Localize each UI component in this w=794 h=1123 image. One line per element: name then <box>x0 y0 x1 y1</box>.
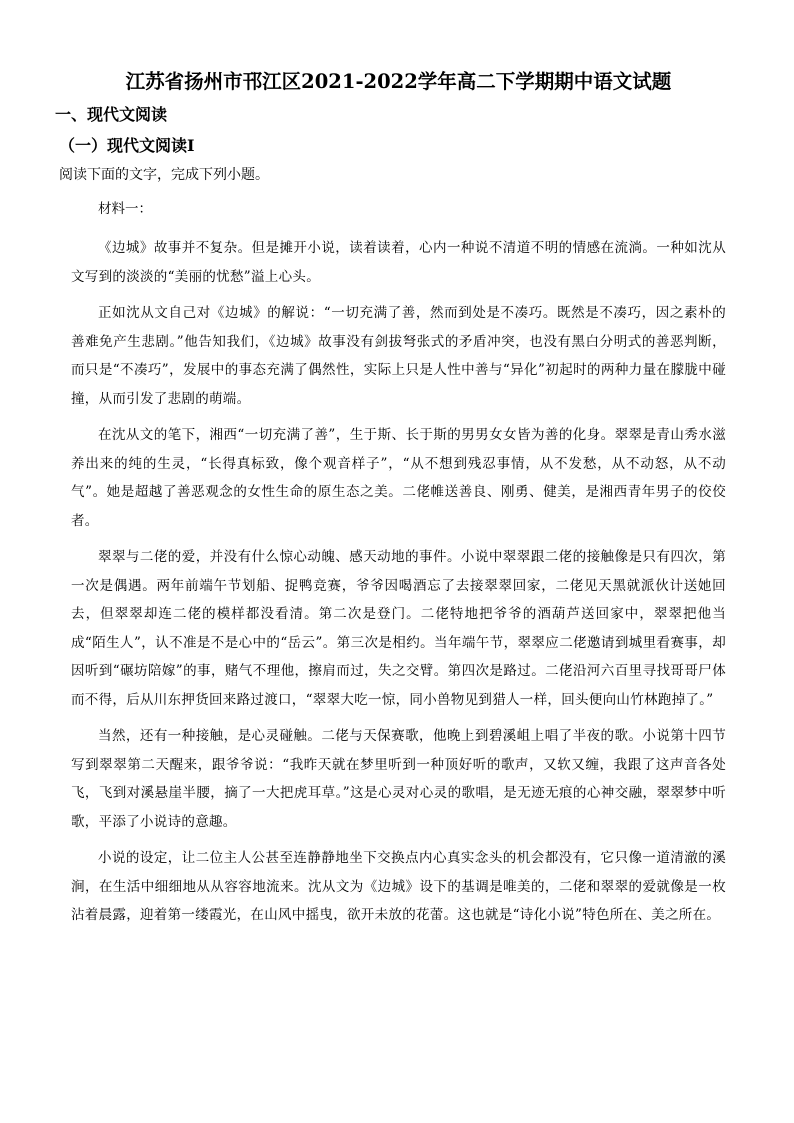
paragraph-5: 当然，还有一种接触，是心灵碰触。二佬与天保赛歌，他晚上到碧溪岨上唱了半夜的歌。小说第十四节写到翠翠第二天醒来，跟爷爷说：“我昨天就在梦里听到一种顶好听的歌声，又软又缠，我跟了这声音各处飞，飞到对溪悬崖半腰，摘了一大把虎耳草。”这是心灵对心灵的歌唱，是无迹无痕的心神交融，翠翠梦中听歌，平添了小说诗的意趣。 <box>71 728 726 830</box>
section-heading: 一、现代文阅读 <box>55 105 168 124</box>
document-page <box>55 66 726 938</box>
paragraph-4: 翠翠与二佬的爱，并没有什么惊心动魄、感天动地的事件。小说中翠翠跟二佬的接触像是只有四次，第一次是偶遇。两年前端午节划船、捉鸭竞赛，爷爷因喝酒忘了去接翠翠回家，二佬见天黑就派伙计送她回去，但翠翠却连二佬的模样都没看清。第二次是登门。二佬特地把爷爷的酒葫芦送回家中，翠翠把他当成“陌生人”，认不准是不是心中的“岳云”。第三次是相约。当年端午节，翠翠应二佬邀请到城里看赛事，却因听到“碾坊陪嫁”的事，赌气不理他，擦肩而过，失之交臂。第四次是路过。二佬沿河六百里寻找哥哥尸体而不得，后从川东押货回来路过渡口，“翠翠大吃一惊，同小兽物见到猎人一样，回头便向山竹林跑掉了。” <box>71 549 726 708</box>
subsection-heading: （一）现代文阅读I <box>59 136 195 155</box>
paragraph-1: 《边城》故事并不复杂。但是摊开小说，读着读着，心内一种说不清道不明的情感在流淌。一种如沈从文写到的淡淡的“美丽的忧愁”溢上心头。 <box>71 240 726 285</box>
paragraph-3: 在沈从文的笔下，湘西“一切充满了善”，生于斯、长于斯的男男女女皆为善的化身。翠翠是青山秀水滋养出来的纯的生灵，“长得真标致，像个观音样子”，“从不想到残忍事情，从不发愁，从不动怒，从不动气”。她是超越了善恶观念的女性生命的原生态之美。二佬帷送善良、刚勇、健美，是湘西青年男子的佼佼者。 <box>71 427 726 529</box>
document-title: 江苏省扬州市邗江区2021-2022学年高二下学期期中语文试题 <box>125 70 672 93</box>
paragraph-6: 小说的设定，让二位主人公甚至连静静地坐下交换点内心真实念头的机会都没有，它只像一道清澈的溪涧，在生活中细细地从从容容地流来。沈从文为《边城》设下的基调是唯美的，二佬和翠翠的爱就像是一枚沾着晨露，迎着第一缕霞光，在山风中摇曳，欲开未放的花蕾。这也就是“诗化小说”特色所在、美之所在。 <box>71 850 726 923</box>
reading-instruction: 阅读下面的文字，完成下列小题。 <box>59 167 269 183</box>
material-label: 材料一： <box>98 201 152 217</box>
paragraph-2: 正如沈从文自己对《边城》的解说：“一切充满了善，然而到处是不凑巧。既然是不凑巧，因之素朴的善难免产生悲剧。”他告知我们，《边城》故事没有剑拔弩张式的矛盾冲突，也没有黑白分明式的善恶判断，而只是“不凑巧”，发展中的事态充满了偶然性，实际上只是人性中善与“异化”初起时的两种力量在朦胧中碰撞，从而引发了悲剧的萌端。 <box>71 305 726 407</box>
